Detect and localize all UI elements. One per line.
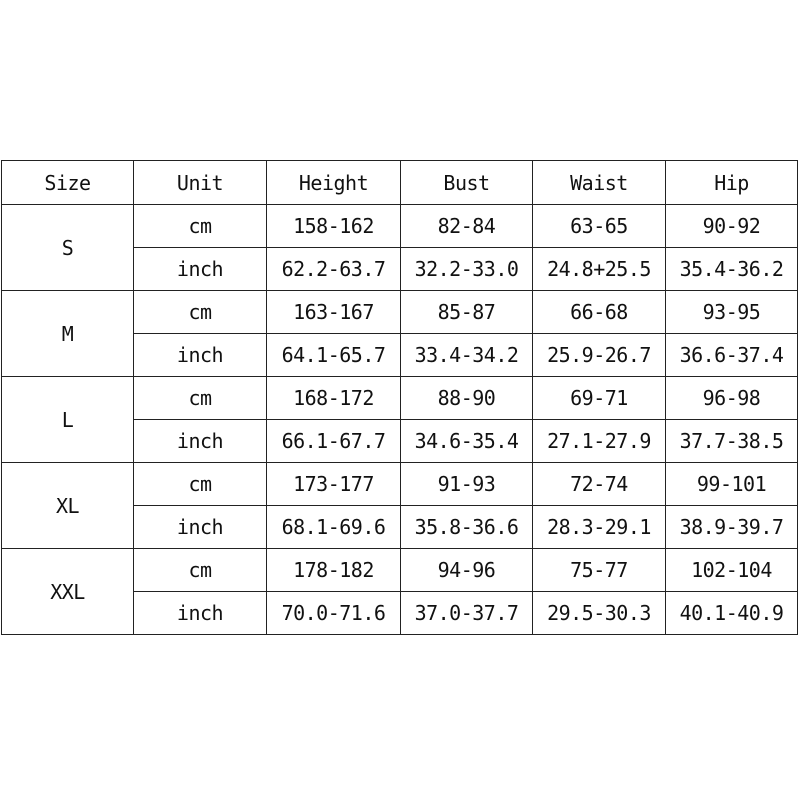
height-cell: 66.1-67.7 (267, 420, 401, 463)
size-label: XL (2, 463, 134, 549)
hip-cell: 40.1-40.9 (666, 592, 798, 635)
hip-cell: 38.9-39.7 (666, 506, 798, 549)
hip-cell: 35.4-36.2 (666, 248, 798, 291)
waist-cell: 63-65 (533, 205, 666, 248)
unit-cell: inch (134, 506, 267, 549)
height-cell: 62.2-63.7 (267, 248, 401, 291)
bust-cell: 91-93 (401, 463, 533, 506)
height-cell: 70.0-71.6 (267, 592, 401, 635)
bust-cell: 82-84 (401, 205, 533, 248)
hip-cell: 102-104 (666, 549, 798, 592)
waist-cell: 25.9-26.7 (533, 334, 666, 377)
size-label: XXL (2, 549, 134, 635)
header-hip: Hip (666, 161, 798, 205)
waist-cell: 24.8+25.5 (533, 248, 666, 291)
waist-cell: 72-74 (533, 463, 666, 506)
table-row (2, 291, 798, 334)
bust-cell: 94-96 (401, 549, 533, 592)
header-size: Size (2, 161, 134, 205)
waist-cell: 29.5-30.3 (533, 592, 666, 635)
hip-cell: 96-98 (666, 377, 798, 420)
table-row (2, 377, 798, 420)
hip-cell: 90-92 (666, 205, 798, 248)
unit-cell: inch (134, 592, 267, 635)
bust-cell: 33.4-34.2 (401, 334, 533, 377)
height-cell: 173-177 (267, 463, 401, 506)
header-height: Height (267, 161, 401, 205)
unit-cell: inch (134, 334, 267, 377)
hip-cell: 37.7-38.5 (666, 420, 798, 463)
waist-cell: 66-68 (533, 291, 666, 334)
size-label: M (2, 291, 134, 377)
waist-cell: 28.3-29.1 (533, 506, 666, 549)
unit-cell: cm (134, 291, 267, 334)
height-cell: 168-172 (267, 377, 401, 420)
size-label: S (2, 205, 134, 291)
bust-cell: 34.6-35.4 (401, 420, 533, 463)
unit-cell: inch (134, 248, 267, 291)
waist-cell: 27.1-27.9 (533, 420, 666, 463)
bust-cell: 88-90 (401, 377, 533, 420)
height-cell: 178-182 (267, 549, 401, 592)
table-row (2, 205, 798, 248)
unit-cell: cm (134, 377, 267, 420)
unit-cell: cm (134, 205, 267, 248)
table-row (2, 463, 798, 506)
hip-cell: 93-95 (666, 291, 798, 334)
height-cell: 64.1-65.7 (267, 334, 401, 377)
unit-cell: inch (134, 420, 267, 463)
header-waist: Waist (533, 161, 666, 205)
bust-cell: 37.0-37.7 (401, 592, 533, 635)
size-label: L (2, 377, 134, 463)
header-bust: Bust (401, 161, 533, 205)
height-cell: 158-162 (267, 205, 401, 248)
hip-cell: 36.6-37.4 (666, 334, 798, 377)
bust-cell: 85-87 (401, 291, 533, 334)
height-cell: 163-167 (267, 291, 401, 334)
bust-cell: 32.2-33.0 (401, 248, 533, 291)
bust-cell: 35.8-36.6 (401, 506, 533, 549)
waist-cell: 69-71 (533, 377, 666, 420)
height-cell: 68.1-69.6 (267, 506, 401, 549)
size-chart-table (1, 160, 798, 635)
header-row (2, 161, 798, 205)
waist-cell: 75-77 (533, 549, 666, 592)
unit-cell: cm (134, 549, 267, 592)
hip-cell: 99-101 (666, 463, 798, 506)
table-row (2, 549, 798, 592)
unit-cell: cm (134, 463, 267, 506)
header-unit: Unit (134, 161, 267, 205)
